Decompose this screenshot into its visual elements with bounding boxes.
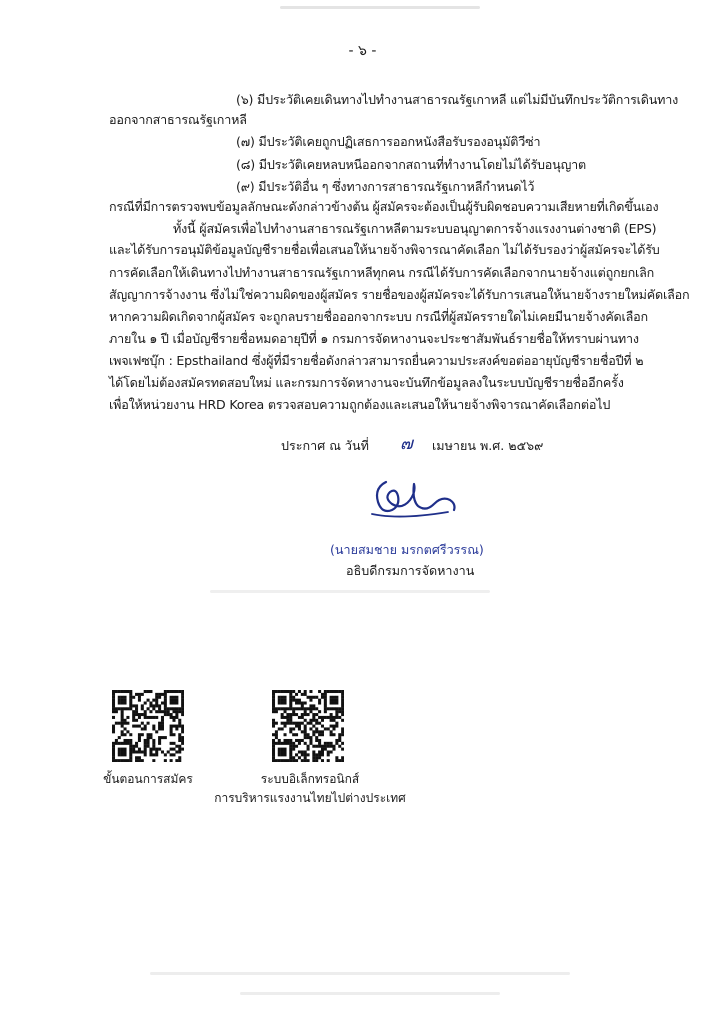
- paragraph-line: หากความผิดเกิดจากผู้สมัคร จะถูกลบรายชื่อออกจากระบบ กรณีที่ผู้สมัครรายใดไม่เคยมีนายจ้างคัดเลือก: [109, 309, 648, 324]
- signer-name: (นายสมชาย มรกตศรีวรรณ): [330, 542, 484, 557]
- page-number: - ๖ -: [348, 43, 377, 59]
- signer-title: อธิบดีกรมการจัดหางาน: [346, 563, 475, 578]
- paragraph-line: เพื่อให้หน่วยงาน HRD Korea ตรวจสอบความถูกต้องและเสนอให้นายจ้างพิจารณาคัดเลือกต่อไป: [109, 397, 611, 412]
- bleed-through-mark: [240, 992, 500, 995]
- bleed-through-mark: [210, 590, 490, 593]
- bleed-through-mark: [150, 972, 570, 975]
- qr-caption-electronic-system: [210, 770, 410, 808]
- list-item-6-continuation: ออกจากสาธารณรัฐเกาหลี: [109, 112, 247, 127]
- paragraph-line: และได้รับการอนุมัติข้อมูลบัญชีรายชื่อเพื่อเสนอให้นายจ้างพิจารณาคัดเลือก ไม่ได้รับรองว่าผู้สมัครจะได้รับ: [109, 242, 660, 257]
- announcement-month-year: เมษายน พ.ศ. ๒๕๖๙: [432, 438, 544, 453]
- paragraph-line: ภายใน ๑ ปี เมื่อบัญชีรายชื่อหมดอายุปีที่ ๑ กรมการจัดหางานจะประชาสัมพันธ์รายชื่อให้ทราบผ่านทาง: [109, 331, 639, 346]
- list-item-9: (๙) มีประวัติอื่น ๆ ซึ่งทางการสาธารณรัฐเกาหลีกำหนดไว้: [236, 179, 535, 194]
- paragraph-line: สัญญาการจ้างงาน ซึ่งไม่ใช่ความผิดของผู้สมัคร รายชื่อของผู้สมัครจะได้รับการเสนอให้นายจ้างรายใหม่คัดเลือก: [109, 287, 690, 302]
- qr-code-application-steps[interactable]: [112, 690, 184, 762]
- paragraph-line: การคัดเลือกให้เดินทางไปทำงานสาธารณรัฐเกาหลีทุกคน กรณีได้รับการคัดเลือกจากนายจ้างแต่ถูกยกเลิก: [109, 265, 655, 280]
- paragraph-line: กรณีที่มีการตรวจพบข้อมูลลักษณะดังกล่าวข้างต้น ผู้สมัครจะต้องเป็นผู้รับผิดชอบความเสียหายที่เกิดขึ้นเอง: [109, 199, 659, 214]
- paragraph-line: ทั้งนี้ ผู้สมัครเพื่อไปทำงานสาธารณรัฐเกาหลีตามระบบอนุญาตการจ้างแรงงานต่างชาติ (EPS): [173, 221, 657, 236]
- list-item-7: (๗) มีประวัติเคยถูกปฏิเสธการออกหนังสือรับรองอนุมัติวีซ่า: [236, 134, 541, 149]
- signature-icon: [370, 470, 480, 530]
- list-item-6: (๖) มีประวัติเคยเดินทางไปทำงานสาธารณรัฐเกาหลี แต่ไม่มีบันทึกประวัติการเดินทาง: [236, 92, 679, 107]
- qr-caption-line: การบริหารแรงงานไทยไปต่างประเทศ: [214, 791, 406, 805]
- paragraph-line: เพจเฟซบุ๊ก : Epsthailand ซึ่งผู้ที่มีรายชื่อดังกล่าวสามารถยื่นความประสงค์ขอต่ออายุบัญชีรายชื่อปีที่ ๒: [109, 353, 644, 368]
- paragraph-line: ได้โดยไม่ต้องสมัครทดสอบใหม่ และกรมการจัดหางานจะบันทึกข้อมูลลงในระบบบัญชีรายชื่ออีกครั้ง: [109, 375, 624, 390]
- announcement-date-prefix: ประกาศ ณ วันที่: [281, 438, 369, 453]
- announcement-day: ๗: [400, 434, 413, 454]
- bleed-through-mark: [280, 6, 480, 9]
- qr-caption-application-steps: [98, 770, 198, 789]
- qr-caption-line: ขั้นตอนการสมัคร: [103, 772, 193, 786]
- list-item-8: (๘) มีประวัติเคยหลบหนีออกจากสถานที่ทำงานโดยไม่ได้รับอนุญาต: [236, 157, 586, 172]
- qr-code-electronic-system[interactable]: [272, 690, 344, 762]
- qr-caption-line: ระบบอิเล็กทรอนิกส์: [260, 772, 360, 786]
